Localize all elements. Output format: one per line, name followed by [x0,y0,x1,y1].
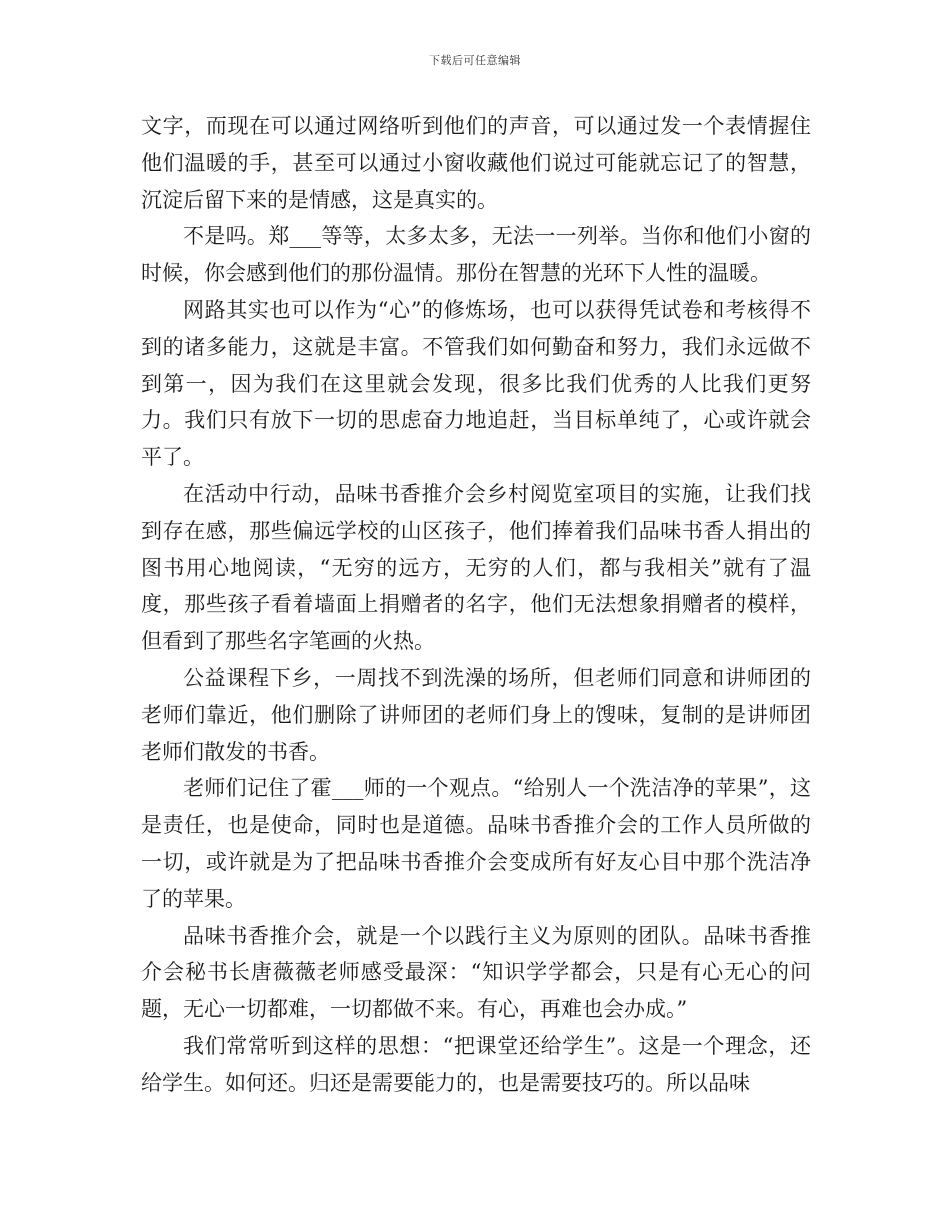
paragraph-1: 文字，而现在可以通过网络听到他们的声音，可以通过发一个表情握住他们温暖的手，甚至可以通过小窗收藏他们说过可能就忘记了的智慧，沉淀后留下来的是情感，这是真实的。 [141,114,811,212]
page-header: 下载后可任意编辑 [429,54,521,67]
paragraph-5: 公益课程下乡，一周找不到洗澡的场所，但老师们同意和讲师团的老师们靠近，他们删除了讲师团的老师们身上的馊味，复制的是讲师团老师们散发的书香。 [141,665,811,764]
paragraph-6: 老师们记住了霍___师的一个观点。“给别人一个洗洁净的苹果”，这是责任，也是使命，同时也是道德。品味书香推介会的工作人员所做的一切，或许就是为了把品味书香推介会变成所有好友心目中那个洗洁净了的苹果。 [141,776,811,911]
paragraph-3: 网路其实也可以作为“心”的修炼场，也可以获得凭试卷和考核得不到的诸多能力，这就是丰富。不管我们如何勤奋和努力，我们永远做不到第一，因为我们在这里就会发现，很多比我们优秀的人比我们更努力。我们只有放下一切的思虑奋力地追赶，当目标单纯了，心或许就会平了。 [141,297,811,470]
paragraph-8: 我们常常听到这样的思想：“把课堂还给学生”。这是一个理念，还给学生。如何还。归还是需要能力的，也是需要技巧的。所以品味 [141,1033,811,1095]
document-body [141,108,811,1102]
paragraph-7: 品味书香推介会，就是一个以践行主义为原则的团队。品味书香推介会秘书长唐薇薇老师感受最深：“知识学学都会，只是有心无心的问题，无心一切都难，一切都做不来。有心，再难也会办成。” [141,923,811,1022]
paragraph-4: 在活动中行动，品味书香推介会乡村阅览室项目的实施，让我们找到存在感，那些偏远学校的山区孩子，他们捧着我们品味书香人捐出的图书用心地阅读，“无穷的远方，无穷的人们，都与我相关”就有了温度，那些孩子看着墙面上捐赠者的名字，他们无法想象捐赠者的模样，但看到了那些名字笔画的火热。 [141,481,811,654]
paragraph-2: 不是吗。郑___等等，太多太多，无法一一列举。当你和他们小窗的时候，你会感到他们的那份温情。那份在智慧的光环下人性的温暖。 [141,224,811,286]
